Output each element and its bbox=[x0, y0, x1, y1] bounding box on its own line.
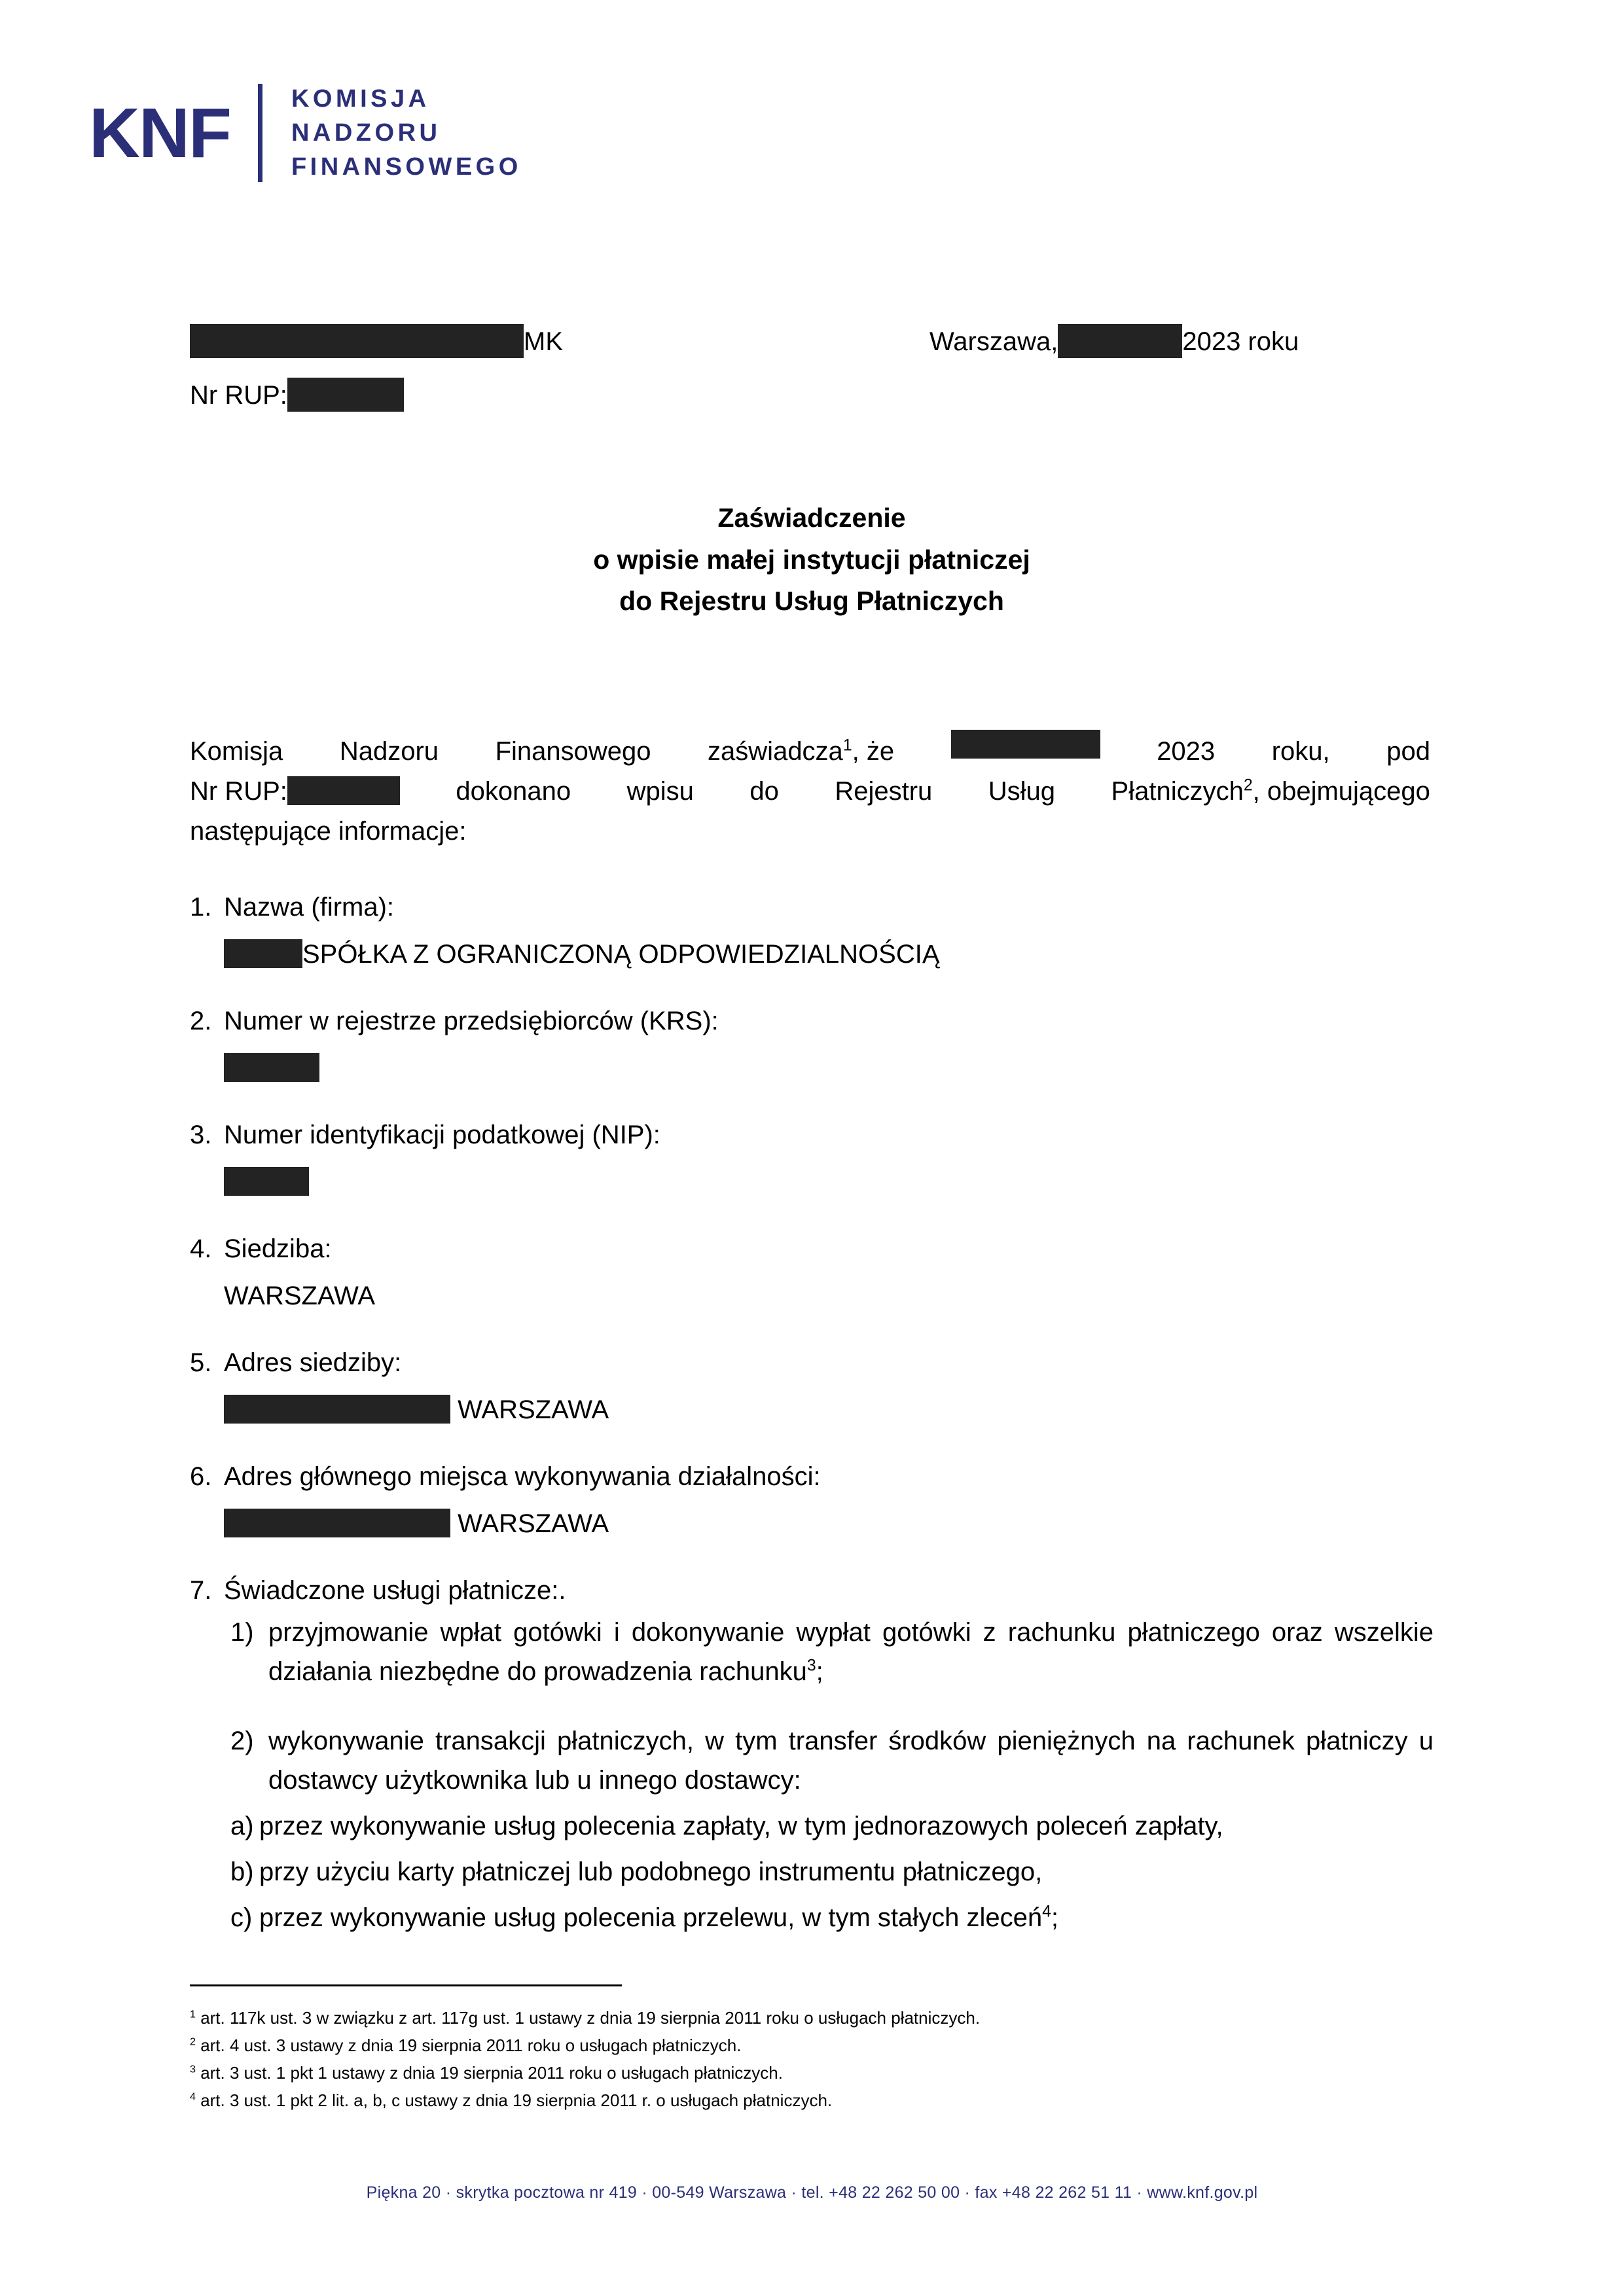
list-item bbox=[190, 1229, 1434, 1316]
intro-line-3: następujące informacje: bbox=[190, 816, 467, 846]
title-line-3: do Rejestru Usług Płatniczych bbox=[619, 586, 1004, 617]
footnote-text: art. 4 ust. 3 ustawy z dnia 19 sierpnia 2011 roku o usługach płatniczych. bbox=[195, 2036, 742, 2056]
footnote-ref-2: 2 bbox=[1243, 776, 1253, 795]
item-heading bbox=[190, 1229, 1434, 1268]
intro-word-uslug: Usług bbox=[988, 776, 1056, 806]
service-item-2 bbox=[190, 1721, 1434, 1800]
intro-word-roku: roku, bbox=[1271, 737, 1330, 766]
item-value bbox=[224, 1504, 1434, 1543]
item-value bbox=[224, 1162, 1434, 1202]
item-heading bbox=[190, 1571, 1434, 1610]
intro-line-1 bbox=[190, 732, 1430, 772]
item-value bbox=[224, 1390, 1434, 1429]
item-heading bbox=[190, 1457, 1434, 1496]
footnote-text: art. 3 ust. 1 pkt 1 ustawy z dnia 19 sierpnia 2011 roku o usługach płatniczych. bbox=[195, 2063, 783, 2083]
redaction-business-address bbox=[224, 1509, 450, 1537]
redaction-registered-address bbox=[224, 1395, 450, 1424]
item-value bbox=[224, 935, 1434, 974]
service-marker: a) bbox=[230, 1812, 254, 1840]
document-header-meta bbox=[190, 322, 1434, 415]
footnote-marker: 3 bbox=[190, 2063, 196, 2075]
footnote-marker: 4 bbox=[190, 2090, 196, 2103]
item-number: 2. bbox=[190, 1007, 212, 1035]
footnote-ref-3: 3 bbox=[806, 1657, 816, 1675]
redaction-krs-number bbox=[224, 1053, 319, 1082]
redaction-rup-number bbox=[287, 378, 404, 412]
item-number: 7. bbox=[190, 1576, 212, 1605]
item-heading bbox=[190, 1115, 1434, 1155]
page-footer: Piękna 20 · skrytka pocztowa nr 419 · 00-549 Warszawa · tel. +48 22 262 50 00 · fax +48 22 262 51 11 · www.knf.gov.pl bbox=[366, 2183, 1258, 2202]
redaction-intro-rup bbox=[287, 776, 400, 805]
redaction-company-name bbox=[224, 939, 302, 968]
service-text: wykonywanie transakcji płatniczych, w tym transfer środków pieniężnych na rachunek płatniczy u dostawcy użytkownika lub u innego dostawcy: bbox=[268, 1727, 1434, 1795]
logo-divider bbox=[258, 84, 262, 182]
item-number: 3. bbox=[190, 1121, 212, 1149]
intro-year: 2023 bbox=[1157, 737, 1216, 766]
rup-number-row bbox=[190, 376, 1434, 415]
intro-word-rejestru: Rejestru bbox=[835, 776, 933, 806]
footnotes-section bbox=[190, 2004, 1434, 2114]
service-marker: 2) bbox=[230, 1727, 254, 1755]
footnote-text: art. 3 ust. 1 pkt 2 lit. a, b, c ustawy z dnia 19 sierpnia 2011 r. o usługach płatniczych. bbox=[195, 2090, 833, 2111]
intro-rup-group: Nr RUP: bbox=[190, 772, 400, 812]
item-heading bbox=[190, 1343, 1434, 1382]
service-item-1 bbox=[190, 1613, 1434, 1691]
logo-word-komisja: KOMISJA bbox=[291, 85, 430, 113]
footnote-text: art. 117k ust. 3 w związku z art. 117g ust. 1 ustawy z dnia 19 sierpnia 2011 roku o usługach płatniczych. bbox=[195, 2008, 981, 2028]
service-text: przez wykonywanie usług polecenia przelewu, w tym stałych zleceń$^4$; bbox=[259, 1903, 1059, 1932]
intro-word-pod: pod bbox=[1386, 737, 1430, 766]
reference-number bbox=[190, 322, 929, 361]
logo-word-finansowego: FINANSOWEGO bbox=[291, 153, 522, 181]
service-item-2a bbox=[190, 1806, 1434, 1846]
registered-address-city: WARSZAWA bbox=[458, 1395, 609, 1424]
footnote bbox=[190, 2004, 1434, 2032]
redaction-intro-date bbox=[951, 730, 1100, 759]
item-number: 1. bbox=[190, 893, 212, 922]
list-item bbox=[190, 1115, 1434, 1202]
service-item-2c bbox=[190, 1898, 1434, 1937]
item-value: WARSZAWA bbox=[224, 1282, 376, 1310]
list-item bbox=[190, 1343, 1434, 1429]
footnote-marker: 1 bbox=[190, 2008, 196, 2020]
item-label: Świadczone usługi płatnicze:. bbox=[224, 1576, 566, 1605]
item-label: Siedziba: bbox=[224, 1234, 332, 1263]
redaction-nip-number bbox=[224, 1167, 309, 1196]
knf-logo-wordmark bbox=[291, 86, 522, 179]
footnote-ref-4: 4 bbox=[1042, 1903, 1051, 1921]
intro-paragraph bbox=[190, 732, 1430, 851]
footnote bbox=[190, 2087, 1434, 2114]
service-marker: 1) bbox=[230, 1618, 254, 1647]
title-line-1: Zaświadczenie bbox=[717, 503, 906, 533]
item-heading bbox=[190, 888, 1434, 927]
year-label: 2023 roku bbox=[1182, 327, 1299, 356]
knf-logo-mark: KNF bbox=[89, 93, 230, 172]
document-title bbox=[190, 497, 1434, 622]
item-number: 6. bbox=[190, 1462, 212, 1491]
rup-label: Nr RUP: bbox=[190, 381, 287, 410]
redaction-date bbox=[1058, 324, 1182, 358]
list-item bbox=[190, 1571, 1434, 1937]
item-heading bbox=[190, 1001, 1434, 1041]
service-marker: c) bbox=[230, 1903, 253, 1932]
city-label: Warszawa, bbox=[929, 327, 1058, 356]
title-line-2: o wpisie małej instytucji płatniczej bbox=[593, 544, 1030, 575]
logo-word-nadzoru: NADZORU bbox=[291, 119, 441, 147]
footnote bbox=[190, 2032, 1434, 2059]
intro-word-dokonano: dokonano bbox=[456, 776, 571, 806]
item-label: Nazwa (firma): bbox=[224, 893, 395, 922]
footnote-ref-1: 1 bbox=[842, 736, 852, 755]
service-marker: b) bbox=[230, 1857, 254, 1886]
intro-line-2 bbox=[190, 772, 1430, 812]
item-number: 4. bbox=[190, 1234, 212, 1263]
item-number: 5. bbox=[190, 1348, 212, 1377]
company-legal-form: SPÓŁKA Z OGRANICZONĄ ODPOWIEDZIALNOŚCIĄ bbox=[302, 940, 940, 969]
item-label: Numer w rejestrze przedsiębiorców (KRS): bbox=[224, 1007, 719, 1035]
footnote-marker: 2 bbox=[190, 2036, 196, 2048]
list-item bbox=[190, 888, 1434, 974]
item-value bbox=[224, 1049, 1434, 1088]
service-text: przyjmowanie wpłat gotówki i dokonywanie wypłat gotówki z rachunku płatniczego oraz wszelkie działania niezbędne do prowadzenia rachunku$^3$; bbox=[268, 1618, 1434, 1686]
reference-suffix: MK bbox=[524, 327, 563, 356]
footnote bbox=[190, 2059, 1434, 2087]
intro-word-komisja: Komisja bbox=[190, 737, 283, 766]
intro-word-zaswiadcza: zaświadcza$^1$, że bbox=[708, 736, 895, 766]
item-label: Adres głównego miejsca wykonywania działalności: bbox=[224, 1462, 821, 1491]
service-text: przy użyciu karty płatniczej lub podobnego instrumentu płatniczego, bbox=[259, 1857, 1043, 1886]
place-and-date bbox=[929, 322, 1299, 361]
intro-word-finansowego: Finansowego bbox=[495, 737, 651, 766]
item-label: Adres siedziby: bbox=[224, 1348, 402, 1377]
service-text: przez wykonywanie usług polecenia zapłaty, w tym jednorazowych poleceń zapłaty, bbox=[259, 1812, 1223, 1840]
list-item bbox=[190, 1457, 1434, 1543]
intro-word-platniczych: Płatniczych$^2$, obejmującego bbox=[1111, 776, 1430, 806]
item-label: Numer identyfikacji podatkowej (NIP): bbox=[224, 1121, 660, 1149]
registry-information-list bbox=[190, 888, 1434, 1965]
redaction-reference-number bbox=[190, 324, 524, 358]
footnote-separator bbox=[190, 1984, 622, 1986]
intro-word-do: do bbox=[749, 776, 779, 806]
intro-word-nadzoru: Nadzoru bbox=[339, 737, 439, 766]
payment-services-sublist bbox=[190, 1613, 1434, 1937]
intro-word-wpisu: wpisu bbox=[626, 776, 694, 806]
list-item bbox=[190, 1001, 1434, 1088]
service-spacer bbox=[190, 1698, 1434, 1721]
business-address-city: WARSZAWA bbox=[458, 1509, 609, 1538]
reference-and-date-row bbox=[190, 322, 1434, 361]
knf-logo bbox=[89, 84, 522, 182]
service-item-2b bbox=[190, 1852, 1434, 1892]
